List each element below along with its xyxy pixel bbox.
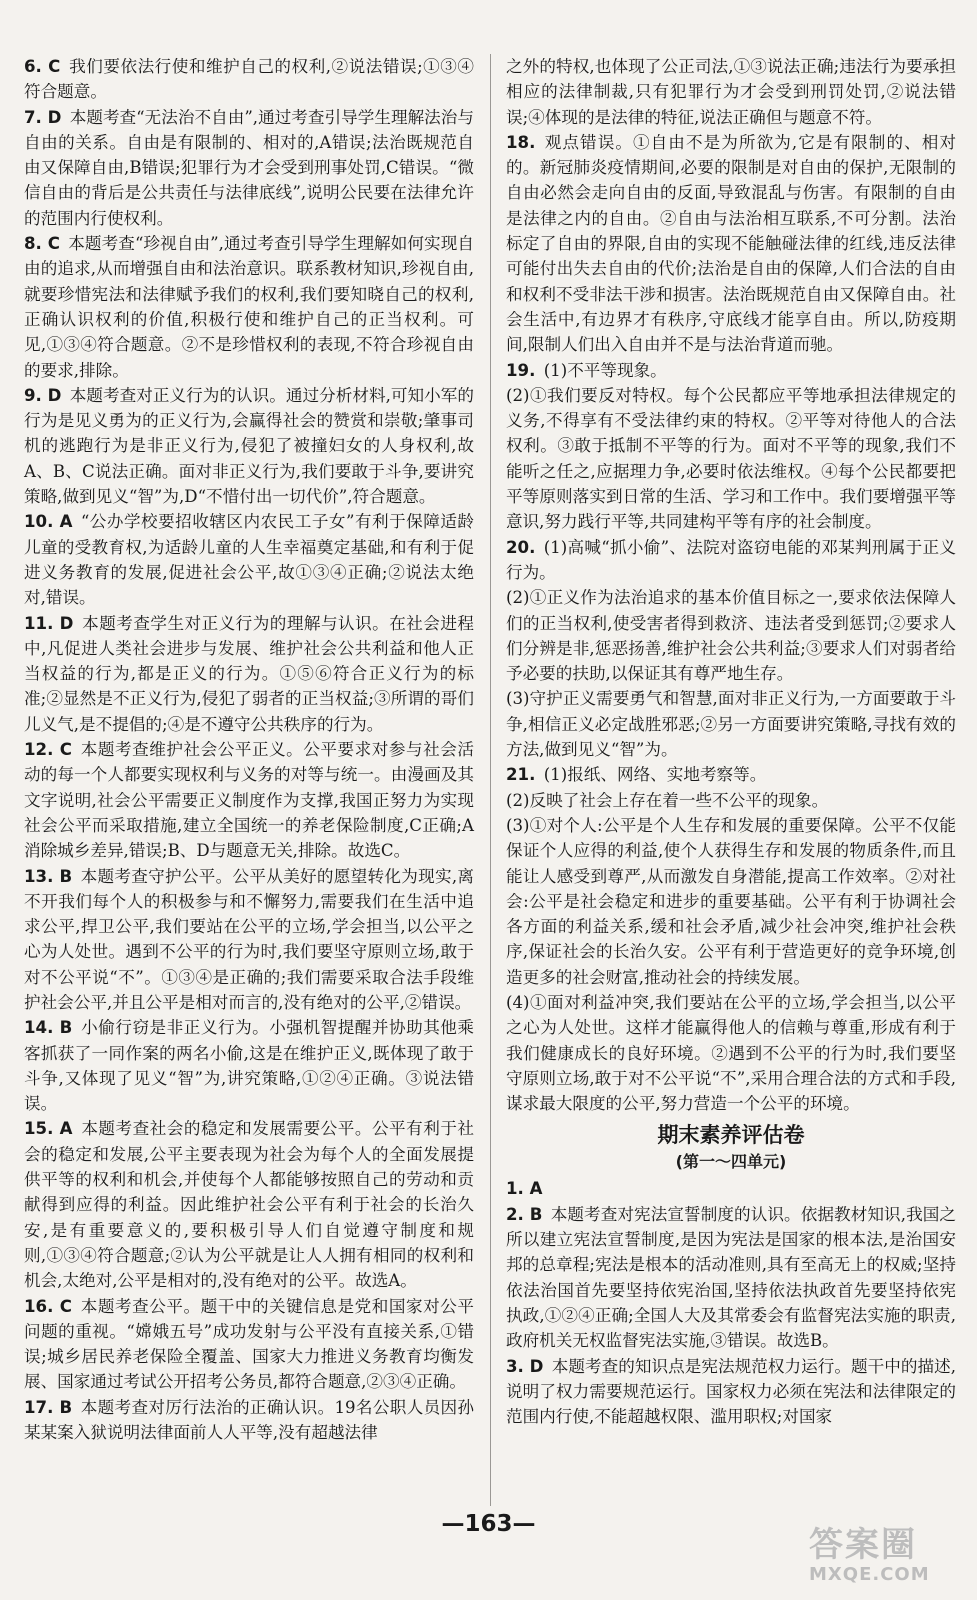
answer-text: 本题考查“珍视自由”,通过考查引导学生理解如何实现自由的追求,从而增强自由和法治意识。联系教材知识,珍视自由,就要珍惜宪法和法律赋予我们的权利,我们要知晓自己的权利,正确认识权利的价值,积极行使和维护自己的正当权利。可见,①③④符合题意。②不是珍惜权利的表现,不符合珍视自由的要求,排除。 — [24, 234, 474, 380]
question-number: 19. — [506, 360, 536, 380]
question-number: 7. D — [24, 107, 62, 127]
question-number: 9. D — [24, 385, 62, 405]
answer-text: 观点错误。①自由不是为所欲为,它是有限制的、相对的。新冠肺炎疫情期间,必要的限制是对自由的保护,无限制的自由必然会走向自由的反面,导致混乱与伤害。有限制的自由是法律之内的自由。②自由与法治相互联系,不可分割。法治标定了自由的界限,自由的实现不能触碰法律的红线,违反法律可能付出失去自由的代价;法治是自由的保障,人们合法的自由和权利不受非法干涉和损害。法治既规范自由又保障自由。社会生活中,有边界才有秩序,守底线才能享自由。所以,防疫期间,限制人们出入自由并不是与法治背道而驰。 — [506, 132, 956, 355]
question-number: 14. B — [24, 1018, 73, 1038]
answer-item — [24, 1116, 474, 1293]
answer-line — [24, 1294, 474, 1395]
answer-subpart: (3)①对个人:公平是个人生存和发展的重要保障。公平不仅能保证个人应得的利益,使个人获得生存和发展的物质条件,而且能让人感受到尊严,从而激发自身潜能,提高工作效率。②对社会:公平是社会稳定和进步的重要基础。公平有利于协调社会各方面的利益关系,缓和社会矛盾,减少社会冲突,维护社会秩序,保证社会的长治久安。公平有利于营造更好的竞争环境,创造更多的社会财富,推动社会的持续发展。 — [506, 815, 956, 987]
question-number: 8. C — [24, 234, 60, 254]
answer-text: (1)高喊“抓小偷”、法院对盗窃电能的邓某判刑属于正义行为。 — [506, 537, 956, 582]
answer-item — [506, 54, 956, 130]
answer-item — [24, 1015, 474, 1116]
answer-item — [506, 762, 956, 1116]
answer-line — [506, 1202, 956, 1354]
answer-text: “公办学校要招收辖区内农民工子女”有利于保障适龄儿童的受教育权,为适龄儿童的人生幸福奠定基础,和有利于促进义务教育的发展,促进社会公平,故①③④正确;②说法太绝对,错误。 — [24, 512, 475, 608]
answer-line — [24, 231, 474, 383]
answer-text: 本题考查守护公平。公平从美好的愿望转化为现实,离不开我们每个人的积极参与和不懈努力,需要我们在生活中追求公平,捍卫公平,我们要站在公平的立场,学会担当,以公平之心为人处世。遇到不公平的行为时,我们要坚守原则立场,敢于对不公平说“不”。①③④是正确的;我们需要采取合法手段维护社会公平,并且公平是相对而言的,没有绝对的公平,②错误。 — [24, 866, 474, 1012]
answer-item — [24, 1395, 474, 1446]
answer-text: 本题考查公平。题干中的关键信息是党和国家对公平问题的重视。“嫦娥五号”成功发射与公平没有直接关系,①错误;城乡居民养老保险全覆盖、国家大力推进义务教育均衡发展、国家通过考试公开招考公务员,都符合题意,②③④正确。 — [24, 1296, 475, 1392]
answer-line — [506, 358, 956, 383]
answer-line — [24, 737, 474, 863]
section-subtitle: (第一～四单元) — [675, 1152, 787, 1172]
answer-item — [24, 864, 474, 1016]
question-number: 10. A — [24, 512, 73, 532]
question-number: 16. C — [24, 1296, 72, 1316]
column-divider — [490, 54, 491, 1506]
answer-text: 之外的特权,也体现了公正司法,①③说法正确;违法行为要承担相应的法律制裁,只有犯罪行为才会受到刑罚处罚,②说法错误;④体现的是法律的特征,说法正确但与题意不符。 — [506, 57, 956, 127]
answer-line — [24, 509, 474, 610]
watermark-text: 答案圈 — [809, 1525, 917, 1565]
answer-line — [24, 1395, 474, 1446]
answer-line — [24, 105, 474, 231]
answer-item — [506, 1354, 956, 1430]
left-column — [24, 54, 474, 1445]
watermark-url: MXQE.COM — [809, 1564, 930, 1585]
answer-item — [24, 105, 474, 231]
answer-subpart: (2)①我们要反对特权。每个公民都应平等地承担法律规定的义务,不得享有不受法律约束的特权。②平等对待他人的合法权利。③敢于抵制不平等的行为。面对不平等的现象,我们不能听之任之,应据理力争,必要时依法维权。④每个公民都要把平等原则落实到日常的生活、学习和工作中。我们要增强平等意识,努力践行平等,共同建构平等有序的社会制度。 — [506, 385, 956, 532]
answer-line — [24, 1015, 474, 1116]
answer-line — [506, 54, 956, 130]
question-number: 21. — [506, 765, 536, 785]
answer-text: (1)报纸、网络、实地考察等。 — [543, 765, 767, 785]
question-number: 18. — [506, 132, 536, 152]
question-number: 20. — [506, 537, 536, 557]
answer-item — [506, 358, 956, 535]
answer-line — [24, 864, 474, 1016]
answer-text: 本题考查“无法治不自由”,通过考查引导学生理解法治与自由的关系。自由是有限制的、相对的,A错误;法治既规范自由又保障自由,B错误;犯罪行为才会受到刑事处罚,C错误。“微信自由的背后是公共责任与法律底线”,说明公民要在法律允许的范围内行使权利。 — [24, 107, 474, 228]
answer-item — [24, 1294, 474, 1395]
answer-subpart: (2)反映了社会上存在着一些不公平的现象。 — [506, 790, 829, 810]
answer-text: 本题考查对宪法宣誓制度的认识。依据教材知识,我国之所以建立宪法宣誓制度,是因为宪法是国家的根本法,是治国安邦的总章程;宪法是根本的活动准则,具有至高无上的权威;坚持依法治国首先要坚持依宪治国,坚持依法执政首先要坚持依宪执政,①②④正确;全国人大及其常委会有监督宪法实施的职责,政府机关无权监督宪法实施,③错误。故选B。 — [506, 1204, 956, 1351]
answer-text: 本题考查对正义行为的认识。通过分析材料,可知小军的行为是见义勇为的正义行为,会赢得社会的赞赏和崇敬;肇事司机的逃跑行为是非正义行为,侵犯了被撞妇女的人身权利,故A、B、C说法正确。面对非正义行为,我们要敢于斗争,要讲究策略,做到见义“智”为,D“不惜付出一切代价”,符合题意。 — [24, 385, 474, 507]
answer-item — [24, 54, 474, 105]
answer-text: 本题考查社会的稳定和发展需要公平。公平有利于社会的稳定和发展,公平主要表现为社会为每个人的全面发展提供平等的权利和机会,并使每个人都能够按照自己的劳动和贡献得到应得的利益。因此维护社会公平有利于社会的长治久安,是有重要意义的,要积极引导人们自觉遵守制度和规则,①③④符合题意;②认为公平就是让人人拥有相同的权利和机会,太绝对,公平是相对的,没有绝对的公平。故选A。 — [24, 1119, 475, 1291]
section-title: 期末素养评估卷 — [657, 1123, 805, 1148]
answer-text: 本题考查的知识点是宪法规范权力运行。题干中的描述,说明了权力需要规范运行。国家权力必须在宪法和法律限定的范围内行使,不能超越权限、滥用职权;对国家 — [506, 1356, 956, 1427]
answer-subpart: (3)守护正义需要勇气和智慧,面对非正义行为,一方面要敢于斗争,相信正义必定战胜邪恶;②另一方面要讲究策略,寻找有效的方法,做到见义“智”为。 — [506, 689, 956, 760]
answer-line — [506, 1354, 956, 1430]
question-number: 11. D — [24, 613, 74, 633]
answer-line — [506, 762, 956, 787]
answer-line — [24, 1116, 474, 1293]
answer-subpart: (4)①面对利益冲突,我们要站在公平的立场,学会担当,以公平之心为人处世。这样才能赢得他人的信赖与尊重,形成有利于我们健康成长的良好环境。②遇到不公平的行为时,我们要坚守原则立场,敢于对不公平说“不”,采用合理合法的方式和手段,谋求最大限度的公平,努力营造一个公平的环境。 — [506, 992, 956, 1114]
question-number: 3. D — [506, 1356, 544, 1376]
answer-item — [24, 383, 474, 509]
answer-line — [24, 611, 474, 737]
question-number: 13. B — [24, 866, 73, 886]
right-column — [506, 54, 956, 1429]
answer-item — [24, 737, 474, 863]
answer-subpart: (2)①正义作为法治追求的基本价值目标之一,要求依法保障人们的正当权利,使受害者得到救济、违法者受到惩罚;②要求人们分辨是非,惩恶扬善,维护社会公共利益;③要求人们对弱者给予必要的扶助,以保证其有尊严地生存。 — [506, 588, 956, 684]
answer-item — [506, 1202, 956, 1354]
question-number: 15. A — [24, 1119, 73, 1139]
answer-item — [506, 535, 956, 763]
answer-line — [506, 535, 956, 586]
answer-item — [506, 1176, 956, 1201]
answer-text: 本题考查维护社会公平正义。公平要求对参与社会活动的每一个人都要实现权利与义务的对等与统一。由漫画及其文字说明,社会公平需要正义制度作为支撑,我国正努力为实现社会公平而采取措施,建立全国统一的养老保险制度,C正确;A消除城乡差异,错误;B、D与题意无关,排除。故选C。 — [24, 740, 475, 861]
answer-text: (1)不平等现象。 — [543, 360, 667, 380]
answer-text: 我们要依法行使和维护自己的权利,②说法错误;①③④符合题意。 — [24, 57, 474, 102]
answer-item — [506, 130, 956, 358]
answer-text: 本题考查对厉行法治的正确认识。19名公职人员因孙某某案入狱说明法律面前人人平等,没有超越法律 — [24, 1397, 474, 1443]
answer-line — [24, 383, 474, 509]
answer-item — [24, 231, 474, 383]
question-number: 6. C — [24, 57, 61, 76]
question-number: 12. C — [24, 740, 72, 760]
answer-text: 小偷行窃是非正义行为。小强机智提醒并协助其他乘客抓获了一同作案的两名小偷,这是在维护正义,既体现了敢于斗争,又体现了见义“智”为,讲究策略,①②④正确。③说法错误。 — [24, 1018, 475, 1114]
answer-item — [24, 611, 474, 737]
answer-text: 本题考查学生对正义行为的理解与认识。在社会进程中,凡促进人类社会进步与发展、维护社会公共利益和他人正当权益的行为,都是正义的行为。①⑤⑥符合正义行为的标准;②显然是不正义行为,侵犯了弱者的正当权益;③所谓的哥们儿义气,是不提倡的;④是不遵守公共秩序的行为。 — [24, 613, 475, 734]
watermark-logo — [809, 1526, 959, 1590]
answer-line — [506, 1176, 956, 1201]
answer-line — [506, 130, 956, 358]
answer-item — [24, 509, 474, 610]
page-number: —163— — [441, 1511, 536, 1537]
question-number: 2. B — [506, 1204, 543, 1224]
question-number: 17. B — [24, 1397, 73, 1417]
question-number: 1. A — [506, 1179, 543, 1199]
answer-line — [24, 54, 474, 105]
